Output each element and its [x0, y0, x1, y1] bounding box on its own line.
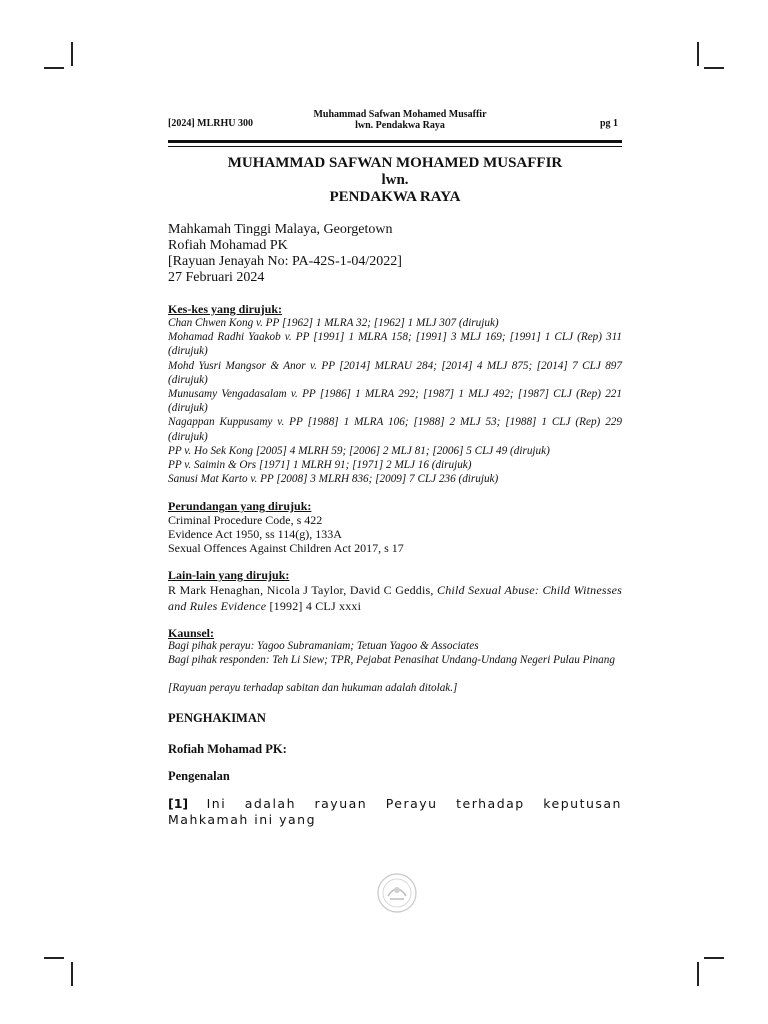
others-referred-section	[168, 568, 622, 614]
case-citation: Nagappan Kuppusamy v. PP [1988] 1 MLRA 106; [1988] 2 MLJ 53; [1988] 1 CLJ (Rep) 229 (dirujuk)	[168, 416, 622, 443]
cases-referred-heading: Kes-kes yang dirujuk:	[168, 302, 283, 316]
statute-item: Sexual Offences Against Children Act 2017, s 17	[168, 541, 404, 556]
crop-mark	[44, 957, 64, 959]
case-title-respondent: PENDAKWA RAYA	[329, 189, 461, 205]
court-seal-icon	[376, 872, 418, 914]
case-citation: Chan Chwen Kong v. PP [1962] 1 MLRA 32; [1962] 1 MLJ 307 (dirujuk)	[168, 317, 499, 329]
others-referred-item	[168, 582, 622, 614]
others-citation: [1992] 4 CLJ xxxi	[269, 599, 362, 614]
case-citation: Munusamy Vengadasalam v. PP [1986] 1 MLRA 292; [1987] 1 MLJ 492; [1987] CLJ (Rep) 221 (dirujuk)	[168, 388, 622, 415]
header-title-line2: lwn. Pendakwa Raya	[355, 120, 445, 131]
crop-mark	[704, 957, 724, 959]
case-citation: PP v. Saimin & Ors [1971] 1 MLRH 91; [1971] 2 MLJ 16 (dirujuk)	[168, 459, 472, 472]
case-citation: Mohd Yusri Mangsor & Anor v. PP [2014] MLRAU 284; [2014] 4 MLJ 875; [2014] 7 CLJ 897 (dirujuk)	[168, 359, 622, 386]
case-title-appellant: MUHAMMAD SAFWAN MOHAMED MUSAFFIR	[227, 155, 563, 171]
crop-mark	[697, 42, 699, 66]
crop-mark	[44, 67, 64, 69]
counsel-respondent: Bagi pihak responden: Teh Li Siew; TPR, Pejabat Penasihat Undang-Undang Negeri Pulau Pinang	[168, 653, 615, 666]
crop-mark	[697, 962, 699, 986]
judge-heading: Rofiah Mohamad PK:	[168, 742, 287, 757]
decision-date: 27 Februari 2024	[168, 270, 265, 285]
header-title-line1: Muhammad Safwan Mohamed Musaffir	[313, 109, 487, 120]
statutes-referred-heading: Perundangan yang dirujuk:	[168, 499, 312, 514]
paragraph-number: [1]	[168, 796, 189, 812]
court-info	[168, 222, 622, 286]
court-name: Mahkamah Tinggi Malaya, Georgetown	[168, 222, 393, 237]
header-rule-thick	[168, 140, 622, 143]
counsel-section	[168, 626, 622, 667]
header-citation: [2024] MLRHU 300	[168, 118, 253, 129]
crop-mark	[704, 67, 724, 69]
case-title	[168, 155, 622, 206]
counsel-appellant: Bagi pihak perayu: Yagoo Subramaniam; Tetuan Yagoo & Associates	[168, 640, 479, 653]
case-citation: PP v. Ho Sek Kong [2005] 4 MLRH 59; [2006] 2 MLJ 81; [2006] 5 CLJ 49 (dirujuk)	[168, 444, 550, 457]
appeal-result: [Rayuan perayu terhadap sabitan dan hukuman adalah ditolak.]	[168, 682, 458, 695]
crop-mark	[71, 962, 73, 986]
case-title-versus: lwn.	[381, 172, 409, 188]
judgment-heading: PENGHAKIMAN	[168, 711, 266, 726]
header-page-number: pg 1	[599, 118, 618, 129]
others-authors: R Mark Henaghan, Nicola J Taylor, David C Geddis,	[168, 583, 434, 598]
case-citation: Sanusi Mat Karto v. PP [2008] 3 MLRH 836; [2009] 7 CLJ 236 (dirujuk)	[168, 473, 499, 486]
paragraph-text: Ini adalah rayuan Perayu terhadap keputusan Mahkamah ini yang	[168, 796, 622, 828]
introduction-heading: Pengenalan	[168, 769, 230, 784]
statutes-referred-section	[168, 499, 622, 555]
crop-mark	[71, 42, 73, 66]
document-body	[168, 222, 622, 828]
case-citation: Mohamad Radhi Yaakob v. PP [1991] 1 MLRA 158; [1991] 3 MLJ 169; [1991] 1 CLJ (Rep) 311 (dirujuk)	[168, 331, 622, 358]
counsel-heading: Kaunsel:	[168, 626, 215, 641]
case-number: [Rayuan Jenayah No: PA-42S-1-04/2022]	[168, 254, 402, 269]
others-work-title: Child Sexual Abuse: Child Witnesses and Rules Evidence	[168, 583, 622, 614]
statute-item: Evidence Act 1950, ss 114(g), 133A	[168, 527, 342, 542]
judge-name: Rofiah Mohamad PK	[168, 238, 288, 253]
cases-referred-section	[168, 302, 622, 486]
statute-item: Criminal Procedure Code, s 422	[168, 513, 323, 528]
paragraph-1	[168, 796, 622, 828]
header-case-title	[300, 109, 500, 131]
header-rule-thin	[168, 146, 622, 147]
others-referred-heading: Lain-lain yang dirujuk:	[168, 568, 290, 583]
